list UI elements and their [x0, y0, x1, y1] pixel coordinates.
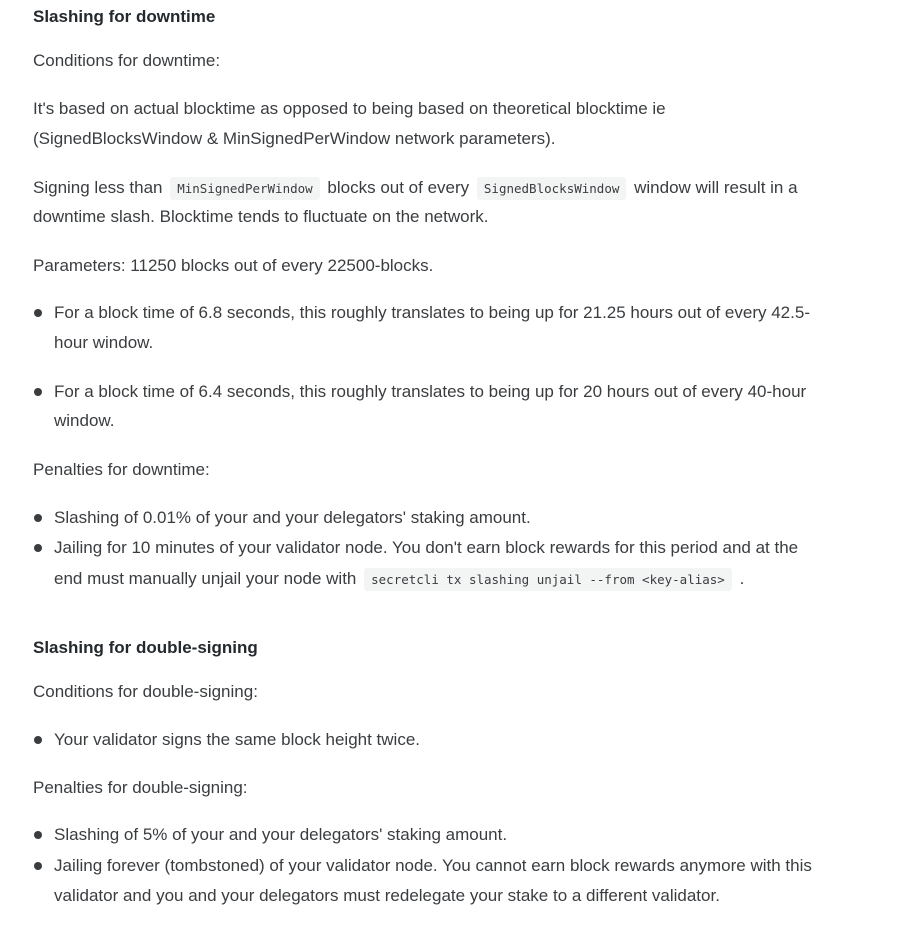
signing-mid: blocks out of every	[327, 178, 470, 197]
signing-suffix: window will result in a	[634, 178, 798, 197]
downtime-signing-line2: downtime slash. Blocktime tends to fluctuate on the network.	[33, 207, 489, 226]
downtime-penalties-label: Penalties for downtime:	[33, 460, 210, 479]
signing-prefix: Signing less than	[33, 178, 163, 197]
bullet-icon	[34, 736, 42, 744]
bullet-icon	[34, 831, 42, 839]
downtime-signing-line1	[33, 173, 863, 204]
double-signing-penalty-item-1: Slashing of 5% of your and your delegators' staking amount.	[54, 825, 508, 844]
min-signed-per-window-code: MinSignedPerWindow	[170, 177, 319, 200]
unjail-prefix: end must manually unjail your node with	[54, 569, 357, 588]
double-signing-penalty-item-2-line1: Jailing forever (tombstoned) of your validator node. You cannot earn block rewards anymore with this	[54, 856, 812, 875]
blocktime-item-2-line1: For a block time of 6.4 seconds, this roughly translates to being up for 20 hours out of every 40-hour	[54, 382, 807, 401]
bullet-icon	[34, 514, 42, 522]
double-signing-heading: Slashing for double-signing	[33, 638, 258, 657]
double-signing-penalty-item-2-line2: validator and you and your delegators must redelegate your stake to a different validator.	[54, 886, 720, 905]
double-signing-penalties-label: Penalties for double-signing:	[33, 778, 248, 797]
bullet-icon	[34, 544, 42, 552]
downtime-parameters: Parameters: 11250 blocks out of every 22500-blocks.	[33, 256, 434, 275]
unjail-command-code: secretcli tx slashing unjail --from <key-alias>	[364, 568, 732, 591]
downtime-penalty-item-2-line1: Jailing for 10 minutes of your validator node. You don't earn block rewards for this period and at the	[54, 538, 799, 557]
blocktime-item-2-line2: window.	[54, 411, 115, 430]
signed-blocks-window-code: SignedBlocksWindow	[477, 177, 626, 200]
downtime-conditions-label: Conditions for downtime:	[33, 51, 221, 70]
downtime-penalty-item-1: Slashing of 0.01% of your and your delegators' staking amount.	[54, 508, 531, 527]
downtime-basis-line2: (SignedBlocksWindow & MinSignedPerWindow network parameters).	[33, 129, 556, 148]
bullet-icon	[34, 862, 42, 870]
double-signing-conditions-label: Conditions for double-signing:	[33, 682, 258, 701]
blocktime-item-1-line2: hour window.	[54, 333, 154, 352]
downtime-heading: Slashing for downtime	[33, 7, 216, 26]
unjail-suffix: .	[739, 569, 745, 588]
bullet-icon	[34, 388, 42, 396]
downtime-penalty-item-2-line2	[54, 564, 854, 595]
blocktime-item-1-line1: For a block time of 6.8 seconds, this roughly translates to being up for 21.25 hours out of every 42.5-	[54, 303, 810, 322]
double-signing-condition-item: Your validator signs the same block height twice.	[54, 730, 421, 749]
bullet-icon	[34, 309, 42, 317]
downtime-basis-line1: It's based on actual blocktime as opposed to being based on theoretical blocktime ie	[33, 99, 666, 118]
